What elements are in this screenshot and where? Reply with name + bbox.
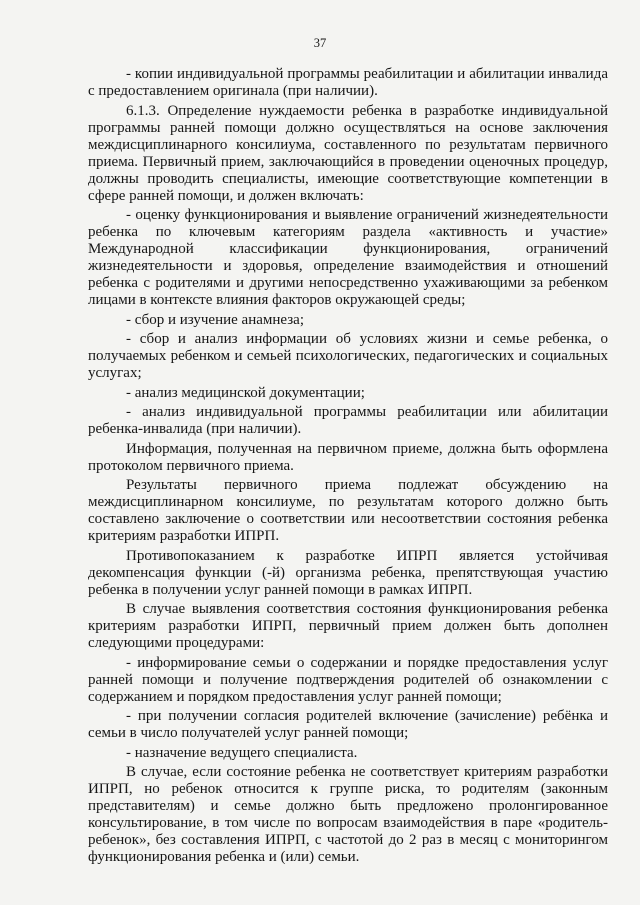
list-item-lead-specialist: - назначение ведущего специалиста. (126, 744, 358, 761)
paragraph-6-1-3: 6.1.3. Определение нуждаемости ребенка в разработке индивидуальной программы ранней помощи должно осуществляться на основе заключения междисциплинарного консилиума, составленного по результатам первичного приема. Первичный прием, заключающийся в проведении оценочных процедур, должны проводить специалисты, имеющие соответствующие компетенции в сфере ранней помощи, и должен включать: (88, 102, 608, 204)
document-body (88, 66, 608, 869)
list-item-informing-family: - информирование семьи о содержании и порядке предоставления услуг ранней помощи и получение подтверждения родителей об ознакомлении с содержанием и порядком предоставления услуг ранней помощи; (88, 654, 608, 705)
page-number: 37 (313, 36, 327, 50)
paragraph-contraindication: Противопоказанием к разработке ИПРП является устойчивая декомпенсация функции (-й) организма ребенка, препятствующая участию ребенка в получении услуг ранней помощи в рамках ИПРП. (88, 547, 608, 598)
list-item-enrollment: - при получении согласия родителей включение (зачисление) ребёнка и семьи в число получателей услуг ранней помощи; (88, 708, 608, 741)
list-item-medical-docs: - анализ медицинской документации; (126, 384, 365, 401)
paragraph-additional-procedures: В случае выявления соответствия состояния функционирования ребенка критериям разработки ИПРП, первичный прием должен быть дополнен следующими процедурами: (88, 601, 608, 651)
list-item-ipr-analysis: - анализ индивидуальной программы реабилитации или абилитации ребенка-инвалида (при наличии). (88, 404, 608, 437)
paragraph-ipr-copies: - копии индивидуальной программы реабилитации и абилитации инвалида с предоставлением оригинала (при наличии). (88, 66, 608, 99)
paragraph-consilium: Результаты первичного приема подлежат обсуждению на междисциплинарном консилиуме, по результатам которого должно быть составлено заключение о соответствии или несоответствии состояния ребенка критериям разработки ИПРП. (88, 477, 608, 544)
list-item-anamnesis: - сбор и изучение анамнеза; (126, 311, 305, 328)
list-item-living-conditions: - сбор и анализ информации об условиях жизни и семье ребенка, о получаемых ребенком и семьей психологических, педагогических и социальных услугах; (88, 331, 608, 381)
list-item-functioning-assessment: - оценку функционирования и выявление ограничений жизнедеятельности ребенка по ключевым категориям раздела «активность и участие» Международной классификации функционирования, ограничений жизнедеятельности и здоровья, определение взаимодействия и отношений ребенка с родителями и другими непосредственно ухаживающими за ребенком лицами в контексте влияния факторов окружающей среды; (88, 207, 608, 308)
paragraph-risk-group: В случае, если состояние ребенка не соответствует критериям разработки ИПРП, но ребенок относится к группе риска, то родителям (законным представителям) и семье должно быть предложено пролонгированное консультирование, в том числе по вопросам взаимодействия в паре «родитель-ребенок», без составления ИПРП, с частотой до 2 раз в месяц с мониторингом функционирования ребенка и (или) семьи. (88, 764, 608, 865)
paragraph-protocol: Информация, полученная на первичном приеме, должна быть оформлена протоколом первичного приема. (88, 440, 608, 474)
